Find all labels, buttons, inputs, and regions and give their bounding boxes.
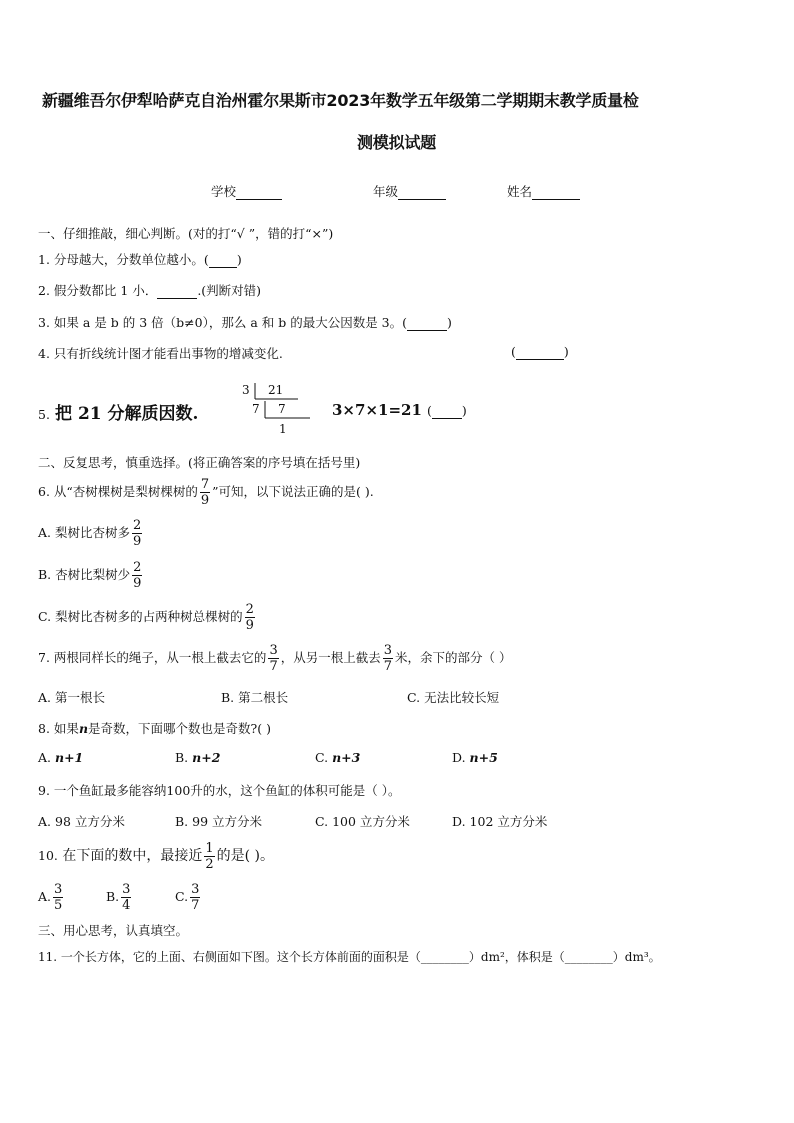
q8-a-text: n+1 <box>55 750 84 765</box>
q7-f2-den: 7 <box>383 659 393 674</box>
q8-var: n <box>78 721 89 736</box>
q7-num: 7. <box>38 650 50 665</box>
q9-option-a[interactable] <box>38 812 125 830</box>
q3-num: 3. <box>38 315 50 330</box>
q9-a-text: 98 立方分米 <box>55 814 125 829</box>
q10-a-den: 5 <box>54 898 63 913</box>
q6-num: 6. <box>38 484 50 499</box>
q10-a-fraction <box>53 882 63 913</box>
question-10 <box>38 838 274 874</box>
q6-option-c-label: C. <box>38 609 52 624</box>
q11-text: 一个长方体，它的上面、右侧面如下图。这个长方体前面的面积是（________）dm²，体积是（________）dm³。 <box>60 950 661 964</box>
question-9 <box>38 781 401 799</box>
q6-a-num: 2 <box>133 518 142 533</box>
q5-num: 5. <box>38 407 50 422</box>
q8-b-label: B. <box>175 750 189 765</box>
q7-fraction-2 <box>383 643 393 674</box>
q7-c-text: 无法比较长短 <box>424 690 500 705</box>
q2-answer-blank[interactable] <box>157 283 197 299</box>
q9-option-b[interactable] <box>175 812 262 830</box>
q2-tail: .(判断对错) <box>197 283 262 298</box>
q10-c-fraction <box>190 882 200 913</box>
q7-a-label: A. <box>38 690 52 705</box>
q6-option-a-text: 梨树比杏树多 <box>55 525 131 540</box>
q5-paren-open: ( <box>426 403 432 418</box>
q4-text: 只有折线统计图才能看出事物的增减变化. <box>53 346 283 361</box>
q10-frac-den: 2 <box>205 856 214 872</box>
q10-c-den: 7 <box>191 898 200 913</box>
grade-label: 年级 <box>373 184 399 199</box>
q8-option-b[interactable] <box>175 750 220 765</box>
q2-num: 2. <box>38 283 50 298</box>
q9-b-label: B. <box>175 814 189 829</box>
q6-post: ”可知，以下说法正确的是( ). <box>212 484 374 499</box>
question-1 <box>38 250 242 268</box>
school-blank[interactable] <box>236 184 282 200</box>
q4-num: 4. <box>38 346 50 361</box>
q10-b-den: 4 <box>122 898 131 913</box>
question-2 <box>38 281 261 299</box>
q6-pre: 从“杏树棵树是梨树棵树的 <box>53 484 198 499</box>
q10-option-c[interactable] <box>175 879 202 915</box>
question-11 <box>38 948 661 965</box>
q10-c-label: C. <box>175 889 189 904</box>
division-top-right: 21 <box>268 383 284 397</box>
q4-answer-blank[interactable] <box>516 344 564 360</box>
question-7 <box>38 640 512 676</box>
q5-text: 把 21 分解质因数. <box>55 404 199 424</box>
grade-field[interactable] <box>373 182 446 200</box>
question-5 <box>38 399 198 424</box>
q7-option-a[interactable] <box>38 688 105 706</box>
q5-paren-close: ) <box>461 403 467 418</box>
q8-c-text: n+3 <box>332 750 361 765</box>
q7-f1-den: 7 <box>269 659 278 674</box>
q4-answer[interactable] <box>511 344 569 360</box>
question-3 <box>38 313 452 331</box>
q6-c-den: 9 <box>245 618 254 633</box>
division-mid-right: 7 <box>278 402 286 416</box>
school-field[interactable] <box>211 182 282 200</box>
q9-text: 一个鱼缸最多能容纳100升的水，这个鱼缸的体积可能是（ ）。 <box>53 783 401 798</box>
division-bracket-lines <box>238 381 312 437</box>
division-top-left: 3 <box>242 383 250 397</box>
q6-frac-num: 7 <box>200 477 210 492</box>
school-label: 学校 <box>211 184 237 199</box>
q4-paren-open: ( <box>511 344 516 359</box>
grade-blank[interactable] <box>398 184 446 200</box>
q8-d-label: D. <box>452 750 466 765</box>
q6-option-b-fraction <box>132 560 142 591</box>
q10-c-num: 3 <box>191 882 200 897</box>
q8-pre: 如果 <box>53 721 79 736</box>
question-4 <box>38 344 283 362</box>
q5-result <box>332 400 467 419</box>
page-title: 新疆维吾尔伊犁哈萨克自治州霍尔果斯市2023年数学五年级第二学期期末教学质量检 <box>42 91 639 110</box>
name-blank[interactable] <box>532 184 580 200</box>
short-division-diagram <box>238 381 312 437</box>
division-mid-left: 7 <box>252 402 260 416</box>
q6-option-a-fraction <box>132 518 142 549</box>
q9-option-c[interactable] <box>315 812 410 830</box>
q10-a-num: 3 <box>54 882 63 897</box>
q8-option-a[interactable] <box>38 750 83 765</box>
q7-mid: ，从另一根上截去 <box>280 650 381 665</box>
q7-pre: 两根同样长的绳子，从一根上截去它的 <box>53 650 267 665</box>
q7-b-label: B. <box>221 690 235 705</box>
q8-a-label: A. <box>38 750 52 765</box>
division-bottom: 1 <box>279 422 287 436</box>
q1-text: 分母越大，分数单位越小。( <box>53 252 209 267</box>
q6-option-a-label: A. <box>38 525 52 540</box>
q6-option-b[interactable] <box>38 557 144 593</box>
q8-c-label: C. <box>315 750 329 765</box>
q10-pre: 在下面的数中，最接近 <box>62 848 203 864</box>
name-label: 姓名 <box>507 184 533 199</box>
question-6 <box>38 474 374 510</box>
q8-d-text: n+5 <box>469 750 498 765</box>
q7-post: 米，余下的部分（ ） <box>395 650 512 665</box>
q11-num: 11. <box>38 950 58 964</box>
q7-c-label: C. <box>407 690 421 705</box>
q10-a-label: A. <box>38 889 52 904</box>
q5-answer-blank[interactable] <box>432 403 462 419</box>
q10-b-num: 3 <box>122 882 131 897</box>
q7-fraction-1 <box>268 643 278 674</box>
question-8 <box>38 719 271 737</box>
q6-frac-den: 9 <box>200 493 210 508</box>
q3-answer-blank[interactable] <box>407 315 447 331</box>
q6-option-b-text: 杏树比梨树少 <box>55 567 131 582</box>
q9-d-text: 102 立方分米 <box>469 814 548 829</box>
q8-num: 8. <box>38 721 50 736</box>
q6-option-b-label: B. <box>38 567 52 582</box>
q5-result-text: 3×7×1=21 <box>332 401 422 419</box>
q10-b-label: B. <box>106 889 120 904</box>
q1-tail: ) <box>236 252 242 267</box>
q3-text: 如果 a 是 b 的 3 倍（b≠0），那么 a 和 b 的最大公因数是 3。( <box>53 315 407 330</box>
q4-paren-close: ) <box>563 344 569 359</box>
q9-option-d[interactable] <box>452 812 547 830</box>
q7-option-b[interactable] <box>221 688 288 706</box>
q10-num: 10. <box>38 848 58 863</box>
q8-option-c[interactable] <box>315 750 360 765</box>
q6-fraction <box>200 477 210 508</box>
q1-answer-blank[interactable] <box>209 252 237 268</box>
q6-option-c-fraction <box>245 602 255 633</box>
q6-option-a[interactable] <box>38 515 144 551</box>
q9-c-text: 100 立方分米 <box>332 814 410 829</box>
q10-option-a[interactable] <box>38 879 65 915</box>
section2-heading: 二、反复思考，慎重选择。(将正确答案的序号填在括号里) <box>38 455 361 470</box>
q1-num: 1. <box>38 252 50 267</box>
q8-b-text: n+2 <box>192 750 221 765</box>
q9-num: 9. <box>38 783 50 798</box>
q2-text: 假分数都比 1 小． <box>53 283 158 298</box>
q9-a-label: A. <box>38 814 52 829</box>
section1-heading: 一、仔细推敲，细心判断。(对的打“√ ”，错的打“×”) <box>38 226 334 241</box>
name-field[interactable] <box>507 182 580 200</box>
q9-b-text: 99 立方分米 <box>192 814 263 829</box>
q10-b-fraction <box>121 882 131 913</box>
q7-a-text: 第一根长 <box>55 690 106 705</box>
q6-a-den: 9 <box>133 534 142 549</box>
q9-c-label: C. <box>315 814 329 829</box>
q10-fraction <box>204 841 214 872</box>
q8-option-d[interactable] <box>452 750 498 765</box>
q6-option-c-text: 梨树比杏树多的占两种树总棵树的 <box>55 609 243 624</box>
q6-option-c[interactable] <box>38 599 257 635</box>
q3-tail: ) <box>447 315 452 330</box>
q7-f2-num: 3 <box>383 643 393 658</box>
section3-heading: 三、用心思考，认真填空。 <box>38 923 189 938</box>
page-title-line2: 测模拟试题 <box>357 133 437 152</box>
q10-frac-num: 1 <box>205 840 214 856</box>
q6-b-den: 9 <box>133 576 142 591</box>
q7-f1-num: 3 <box>269 643 278 658</box>
q7-option-c[interactable] <box>407 688 499 706</box>
q7-b-text: 第二根长 <box>238 690 289 705</box>
q10-option-b[interactable] <box>106 879 133 915</box>
q6-c-num: 2 <box>245 602 254 617</box>
q8-post: 是奇数，下面哪个数也是奇数?( ) <box>88 721 271 736</box>
q9-d-label: D. <box>452 814 466 829</box>
q10-post: 的是( )。 <box>216 848 274 864</box>
q6-b-num: 2 <box>133 560 142 575</box>
